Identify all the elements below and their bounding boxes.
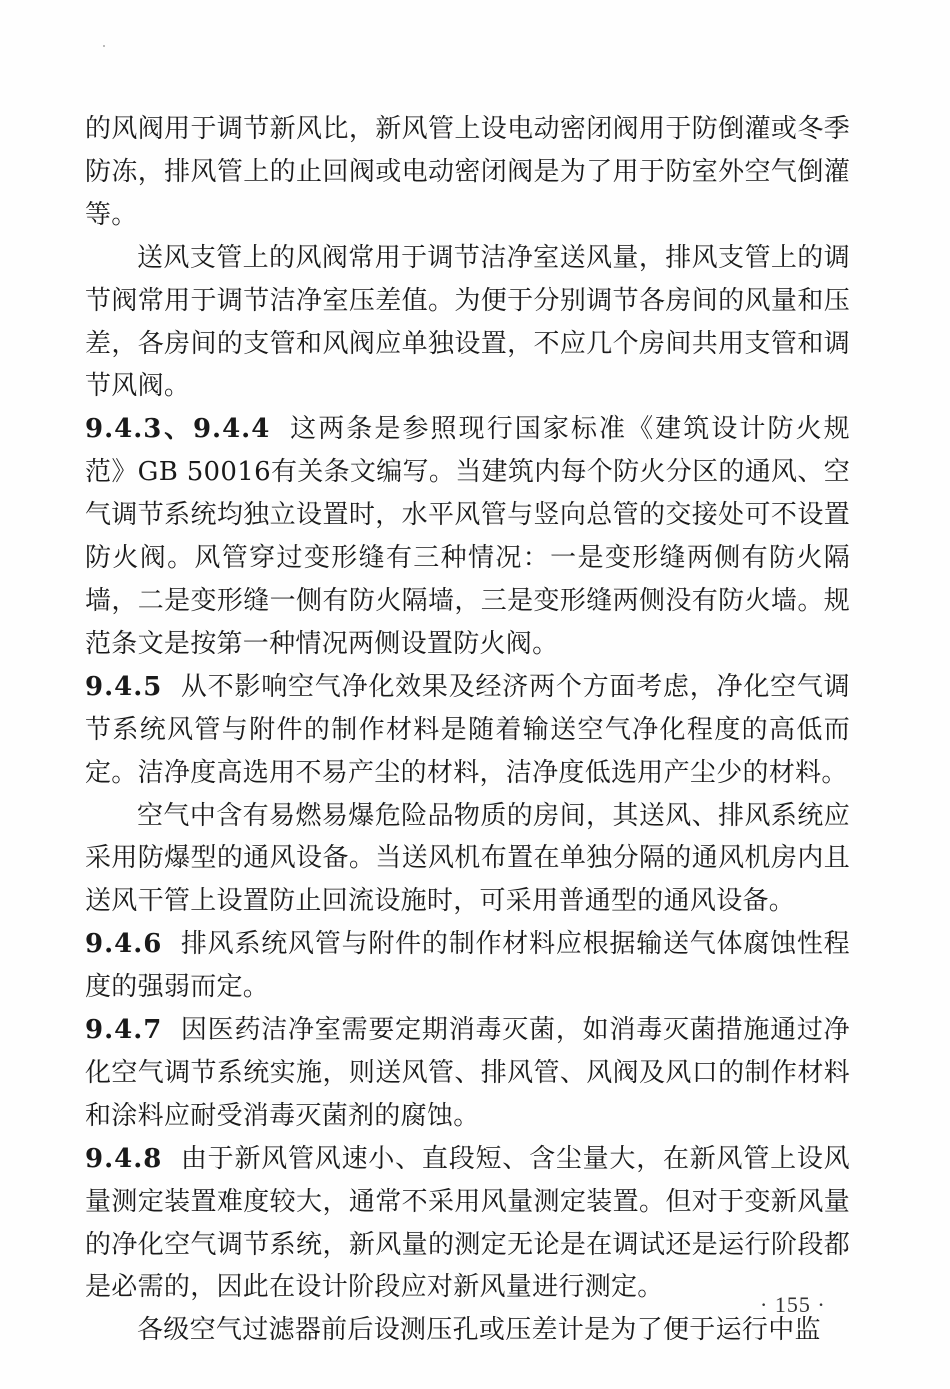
page-number: · 155 · (760, 1292, 826, 1317)
clause-number: 9.4.8 (85, 1143, 163, 1174)
clause-number: 9.4.7 (85, 1015, 163, 1046)
clause-paragraph (85, 1138, 850, 1310)
paragraph (85, 1309, 850, 1352)
body-text (85, 108, 850, 1352)
paragraph (85, 795, 850, 924)
clause-number: 9.4.3、9.4.4 (85, 414, 271, 445)
paragraph-text: 送风支管上的风阀常用于调节洁净室送风量，排风支管上的调节阀常用于调节洁净室压差值。为便于分别调节各房间的风量和压差，各房间的支管和风阀应单独设置，不应几个房间共用支管和调节风阀。 (85, 242, 850, 402)
clause-paragraph (85, 408, 850, 665)
paragraph (85, 237, 850, 409)
scan-speck (103, 45, 105, 47)
paragraph-text: 排风系统风管与附件的制作材料应根据输送气体腐蚀性程度的强弱而定。 (85, 929, 850, 1003)
clause-paragraph (85, 666, 850, 795)
clause-number: 9.4.5 (85, 671, 163, 702)
paragraph-text: 由于新风管风速小、直段短、含尘量大，在新风管上设风量测定装置难度较大，通常不采用风量测定装置。但对于变新风量的净化空气调节系统，新风量的测定无论是在调试还是运行阶段都是必需的，因此在设计阶段应对新风量进行测定。 (85, 1143, 850, 1303)
paragraph-text: 从不影响空气净化效果及经济两个方面考虑，净化空气调节系统风管与附件的制作材料是随着输送空气净化程度的高低而定。洁净度高选用不易产尘的材料，洁净度低选用产尘少的材料。 (85, 671, 850, 788)
paragraph-text: 这两条是参照现行国家标准《建筑设计防火规范》GB 50016有关条文编写。当建筑内每个防火分区的通风、空气调节系统均独立设置时，水平风管与竖向总管的交接处可不设置防火阀。风管穿过变形缝有三种情况：一是变形缝两侧有防火隔墙，二是变形缝一侧有防火隔墙，三是变形缝两侧没有防火墙。规范条文是按第一种情况两侧设置防火阀。 (85, 414, 850, 659)
paragraph-text: 的风阀用于调节新风比，新风管上设电动密闭阀用于防倒灌或冬季防冻，排风管上的止回阀或电动密闭阀是为了用于防室外空气倒灌等。 (85, 114, 850, 230)
paragraph-text: 各级空气过滤器前后设测压孔或压差计是为了便于运行中监 (137, 1315, 821, 1346)
clause-paragraph (85, 1009, 850, 1138)
clause-paragraph (85, 923, 850, 1009)
paragraph-text: 空气中含有易燃易爆危险品物质的房间，其送风、排风系统应采用防爆型的通风设备。当送风机布置在单独分隔的通风机房内且送风干管上设置防止回流设施时，可采用普通型的通风设备。 (85, 800, 850, 917)
paragraph (85, 108, 850, 237)
clause-number: 9.4.6 (85, 929, 163, 960)
paragraph-text: 因医药洁净室需要定期消毒灭菌，如消毒灭菌措施通过净化空气调节系统实施，则送风管、排风管、风阀及风口的制作材料和涂料应耐受消毒灭菌剂的腐蚀。 (85, 1015, 850, 1131)
